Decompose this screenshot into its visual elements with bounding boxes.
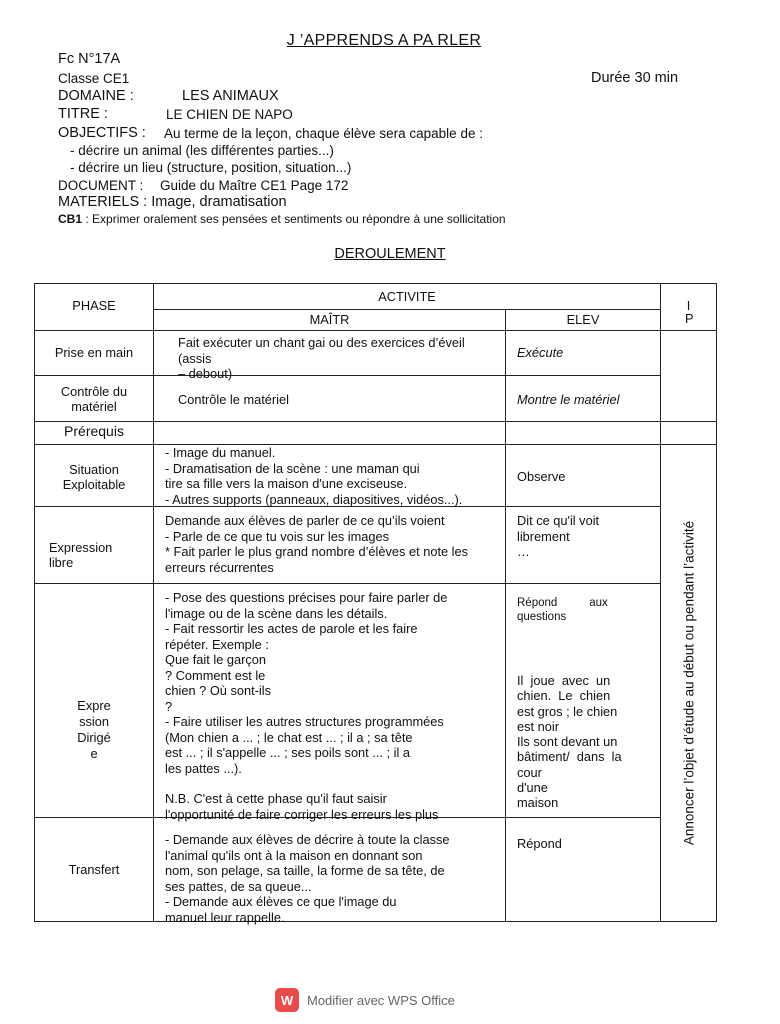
maitre-transfert: [154, 818, 506, 925]
eleve-line: maison: [517, 795, 559, 811]
header-eleve-cell: [506, 310, 661, 331]
maitre-prerequis: [154, 422, 506, 445]
eleve-line: d'une: [517, 780, 548, 796]
maitre-line: erreurs récurrentes: [165, 559, 274, 575]
cb-value: : Exprimer oralement ses pensées et sentiments ou répondre à une sollicitation: [82, 212, 506, 226]
header-phase-cell: [35, 284, 154, 331]
maitre-prise-en-main: [154, 331, 506, 381]
eleve-prerequis: [506, 422, 661, 445]
header-activite: ACTIVITE: [378, 289, 436, 304]
titre-value: LE CHIEN DE NAPO: [166, 107, 293, 122]
header-ip: I P: [685, 298, 694, 326]
ip-cell-prerequis: [661, 422, 717, 445]
lesson-table: [34, 283, 717, 925]
document-label: DOCUMENT :: [58, 178, 144, 193]
ip-cell-main: [661, 445, 717, 922]
fiche-number: Fc N°17A: [58, 51, 121, 67]
phase-controle: [35, 376, 154, 422]
maitre-line: nom, son pelage, sa taille, la forme de sa tête, de: [165, 863, 445, 878]
phase-label: Expression libre: [49, 540, 113, 570]
maitre-line: - Autres supports (panneaux, diapositives, vidéos...).: [165, 491, 463, 507]
maitre-expression-dirigee: [154, 584, 506, 822]
eleve-line: Répond aux: [517, 597, 608, 609]
eleve-line: Exécute: [517, 345, 564, 360]
eleve-line: …: [517, 544, 530, 559]
header-ip-cell: [661, 284, 717, 331]
maitre-line: tire sa fille vers la maison d'une exciseuse.: [165, 476, 408, 491]
maitre-line: - Faire utiliser les autres structures programmées: [165, 714, 444, 729]
phase-label: Prise en main: [54, 345, 134, 361]
maitre-line: est ... ; il s'appelle ... ; ses poils sont ... ; il a: [165, 745, 410, 760]
maitre-expression-libre: [154, 507, 506, 584]
header-maitre-cell: [154, 310, 506, 331]
maitre-line: - Image du manuel.: [165, 445, 276, 460]
objectifs-value: Au terme de la leçon, chaque élève sera capable de :: [164, 126, 483, 141]
maitre-line: * Fait parler le plus grand nombre d’élèves et note les: [165, 544, 469, 559]
phase-transfert: [35, 818, 154, 922]
maitre-line: l'image ou de la scène dans les détails.: [165, 605, 388, 621]
eleve-line: est gros ; le chien: [517, 703, 618, 719]
maitre-line: Demande aux élèves de parler de ce qu’ils voient: [165, 513, 445, 528]
phase-expression-libre: [35, 507, 154, 584]
phase-expression-dirigee: [35, 584, 154, 818]
eleve-line: Observe: [517, 469, 566, 484]
phase-label: Expression Dirigée: [77, 698, 111, 761]
phase-label: Situation Exploitable: [62, 462, 126, 492]
document-value: Guide du Maître CE1 Page 172: [160, 178, 349, 193]
maitre-line: ses pattes, de sa queue...: [165, 878, 312, 894]
maitre-line: manuel leur rappelle.: [165, 909, 285, 925]
maitre-line: (Mon chien a ... ; le chat est ... ; il a ; sa tête: [165, 729, 413, 745]
header-activite-cell: [154, 284, 661, 310]
maitre-line: N.B. C'est à cette phase qu'il faut saisir: [165, 791, 387, 806]
eleve-line: Montre le matériel: [517, 392, 620, 407]
eleve-situation: [506, 445, 661, 507]
phase-prerequis: [35, 422, 154, 445]
cb-label: CB1: [58, 212, 83, 226]
eleve-expression-dirigee: [506, 584, 661, 818]
titre-label: TITRE :: [58, 106, 108, 122]
maitre-line: l'animal qu'ils ont à la maison en donnant son: [165, 847, 423, 863]
eleve-expression-libre: [506, 507, 661, 584]
maitre-line: Fait exécuter un chant gai ou des exercices d’éveil (assis: [178, 335, 465, 366]
header-phase: PHASE: [72, 298, 116, 314]
maitre-line: les pattes ...).: [165, 760, 242, 776]
eleve-line: cour: [517, 764, 542, 780]
cb-line: [58, 212, 506, 226]
eleve-answer-b: [517, 673, 654, 811]
phase-situation: [35, 445, 154, 507]
maitre-line: [165, 776, 499, 791]
eleve-line: questions: [517, 611, 567, 623]
page-title: J ’APPRENDS A PA RLER: [286, 32, 482, 49]
eleve-prise-en-main: [506, 331, 661, 376]
maitre-line: l'opportunité de faire corriger les erreurs les plus: [165, 806, 439, 822]
objectifs-label: OBJECTIFS :: [58, 125, 146, 141]
eleve-line: Il joue avec un: [517, 673, 611, 688]
header-maitre: MAÎTR: [309, 312, 350, 327]
deroulement-heading: DEROULEMENT: [334, 246, 446, 262]
header-eleve: ELEV: [566, 312, 600, 327]
wps-footer[interactable]: [275, 987, 455, 1013]
eleve-line: librement: [517, 528, 570, 544]
objectif-item-1: - décrire un animal (les différentes parties...): [70, 143, 334, 158]
wps-footer-text[interactable]: Modifier avec WPS Office: [307, 992, 455, 1008]
eleve-line: bâtiment/ dans la: [517, 749, 622, 765]
maitre-line: – debout): [178, 366, 233, 381]
maitre-line: - Parle de ce que tu vois sur les images: [165, 528, 390, 544]
materiels-line: MATERIELS : Image, dramatisation: [58, 194, 287, 210]
phase-label: Contrôle du matériel: [60, 384, 128, 414]
maitre-line: chien ? Où sont-ils: [165, 683, 271, 698]
ip-vertical-text: Annoncer l’objet d’étude au début ou pendant l’activité: [680, 520, 696, 846]
eleve-line: est noir: [517, 718, 559, 734]
domaine-label: DOMAINE :: [58, 88, 134, 104]
maitre-line: ? Comment est le: [165, 667, 266, 683]
domaine-value: LES ANIMAUX: [182, 88, 279, 104]
maitre-controle: [154, 376, 506, 422]
maitre-line: - Pose des questions précises pour faire parler de: [165, 590, 448, 605]
maitre-line: répéter. Exemple :: [165, 636, 269, 652]
phase-prise-en-main: [35, 331, 154, 376]
maitre-line: - Dramatisation de la scène : une maman qui: [165, 460, 420, 476]
eleve-controle: [506, 376, 661, 422]
maitre-line: ?: [165, 698, 173, 714]
maitre-line: Que fait le garçon: [165, 652, 267, 667]
maitre-situation: [154, 445, 506, 507]
eleve-answer-a: [517, 596, 654, 624]
phase-label: Prérequis: [64, 423, 124, 439]
wps-logo-icon: W: [275, 988, 299, 1012]
eleve-line: Ils sont devant un: [517, 734, 618, 750]
classe-label: Classe CE1: [58, 71, 130, 86]
phase-label: Transfert: [68, 861, 120, 877]
eleve-line: chien. Le chien: [517, 688, 611, 704]
eleve-line: Répond: [517, 836, 562, 851]
maitre-line: - Demande aux élèves ce que l'image du: [165, 894, 397, 909]
ip-cell-top: [661, 331, 717, 422]
eleve-transfert: [506, 818, 661, 922]
eleve-line: Dit ce qu'il voit: [517, 513, 600, 528]
objectif-item-2: - décrire un lieu (structure, position, situation...): [70, 160, 352, 175]
maitre-line: Contrôle le matériel: [178, 392, 289, 407]
maitre-line: - Demande aux élèves de décrire à toute la classe: [165, 832, 450, 847]
maitre-line: - Fait ressortir les actes de parole et les faire: [165, 621, 418, 636]
duree-label: Durée 30 min: [591, 70, 679, 86]
